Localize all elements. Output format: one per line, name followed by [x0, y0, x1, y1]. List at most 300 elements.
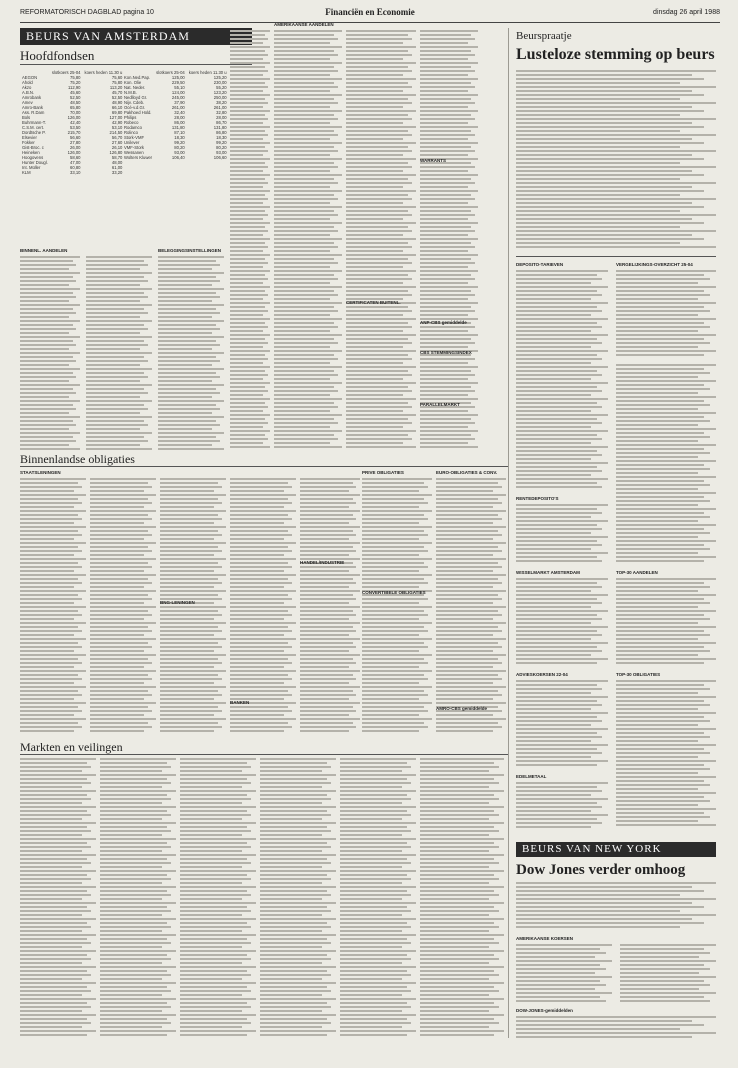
- text-line: [20, 698, 74, 700]
- prive-obligaties-label: PRIVE OBLIGATIES: [362, 470, 404, 475]
- fund-name: Pakhoed Hold.: [124, 110, 152, 115]
- text-line: [100, 1006, 171, 1008]
- text-line: [340, 1026, 402, 1028]
- fund-name: Robeco: [124, 120, 139, 125]
- text-line: [516, 960, 612, 962]
- text-line: [230, 146, 265, 148]
- text-line: [20, 850, 82, 852]
- text-line: [230, 358, 268, 360]
- text-line: [274, 102, 338, 104]
- text-line: [230, 706, 288, 708]
- text-line: [620, 1000, 710, 1002]
- text-line: [230, 478, 296, 480]
- text-line: [516, 146, 680, 148]
- text-line: [516, 992, 612, 994]
- newyork-table-2: [620, 944, 716, 1004]
- text-line: [420, 70, 475, 72]
- text-line: [230, 438, 268, 440]
- text-line: [436, 638, 506, 640]
- text-line: [160, 586, 214, 588]
- text-line: [616, 578, 716, 580]
- text-line: [230, 278, 268, 280]
- text-line: [516, 578, 608, 580]
- text-line: [362, 698, 419, 700]
- text-line: [340, 886, 416, 888]
- text-line: [616, 598, 704, 600]
- text-line: [160, 522, 214, 524]
- text-line: [230, 114, 265, 116]
- text-line: [230, 374, 268, 376]
- text-line: [420, 970, 494, 972]
- fund-quote: 18,30: [216, 135, 227, 140]
- text-line: [420, 854, 504, 856]
- text-line: [300, 590, 360, 592]
- text-line: [616, 586, 710, 588]
- text-line: [420, 98, 471, 100]
- text-line: [516, 968, 606, 970]
- text-line: [346, 434, 408, 436]
- text-line: [160, 582, 222, 584]
- text-line: [230, 618, 284, 620]
- text-line: [346, 106, 403, 108]
- text-line: [362, 650, 419, 652]
- text-line: [362, 490, 419, 492]
- text-line: [274, 366, 342, 368]
- text-line: [516, 720, 602, 722]
- text-line: [616, 658, 716, 660]
- text-line: [20, 328, 76, 330]
- text-line: [362, 710, 428, 712]
- text-line: [616, 788, 698, 790]
- text-line: [300, 682, 349, 684]
- text-line: [436, 658, 498, 660]
- text-line: [300, 626, 353, 628]
- text-line: [260, 846, 331, 848]
- text-line: [86, 324, 144, 326]
- text-line: [90, 502, 152, 504]
- text-line: [516, 306, 597, 308]
- text-line: [420, 894, 499, 896]
- hoofdfondsen-table: [20, 70, 124, 175]
- text-line: [346, 326, 412, 328]
- text-line: [616, 618, 710, 620]
- text-line: [230, 610, 288, 612]
- text-line: [516, 462, 608, 464]
- text-line: [100, 874, 167, 876]
- text-line: [346, 270, 416, 272]
- text-line: [362, 718, 432, 720]
- text-line: [230, 674, 288, 676]
- text-line: [616, 368, 704, 370]
- text-line: [86, 368, 152, 370]
- text-line: [346, 398, 416, 400]
- page-date: dinsdag 26 april 1988: [653, 9, 720, 16]
- text-line: [274, 270, 342, 272]
- text-line: [436, 650, 493, 652]
- text-line: [274, 298, 330, 300]
- text-line: [20, 862, 91, 864]
- text-line: [340, 1030, 416, 1032]
- text-line: [300, 710, 356, 712]
- text-line: [620, 956, 699, 958]
- warrants-label: WARRANTS: [420, 158, 446, 163]
- fund-name: Ass. R.Dam: [22, 110, 45, 115]
- text-line: [230, 558, 296, 560]
- text-line: [346, 62, 416, 64]
- beurspraatje-label: Beurspraatje: [516, 30, 572, 42]
- text-line: [90, 542, 156, 544]
- text-line: [274, 386, 334, 388]
- text-line: [616, 812, 704, 814]
- text-line: [90, 526, 156, 528]
- text-line: [300, 670, 360, 672]
- text-line: [362, 678, 428, 680]
- text-line: [340, 878, 411, 880]
- text-line: [516, 274, 597, 276]
- text-line: [300, 718, 360, 720]
- text-line: [100, 946, 162, 948]
- text-line: [516, 906, 704, 908]
- text-line: [340, 1002, 407, 1004]
- text-line: [100, 778, 167, 780]
- text-line: [230, 162, 265, 164]
- text-line: [616, 824, 716, 826]
- text-line: [420, 106, 468, 108]
- text-line: [420, 770, 489, 772]
- text-line: [180, 910, 251, 912]
- text-line: [420, 102, 475, 104]
- text-line: [180, 942, 251, 944]
- text-line: [160, 626, 218, 628]
- text-line: [20, 316, 69, 318]
- text-line: [516, 886, 692, 888]
- text-line: [346, 214, 412, 216]
- top30-obligaties-table: [616, 680, 716, 830]
- text-line: [420, 1026, 489, 1028]
- text-line: [616, 508, 716, 510]
- wisselmarkt-label: WISSELMARKT AMSTERDAM: [516, 570, 580, 575]
- deposito-label: DEPOSITO-TARIEVEN: [516, 262, 564, 267]
- text-line: [274, 342, 338, 344]
- text-line: [230, 422, 268, 424]
- text-line: [100, 762, 167, 764]
- text-line: [516, 1016, 716, 1018]
- text-line: [274, 138, 330, 140]
- text-line: [420, 930, 489, 932]
- text-line: [516, 410, 591, 412]
- text-line: [158, 436, 216, 438]
- text-line: [20, 906, 87, 908]
- text-line: [160, 518, 222, 520]
- text-line: [362, 542, 432, 544]
- fund-quote: 56,60: [70, 135, 81, 140]
- text-line: [362, 626, 424, 628]
- text-line: [420, 306, 471, 308]
- text-line: [90, 722, 148, 724]
- text-line: [346, 170, 403, 172]
- text-line: [436, 578, 498, 580]
- text-line: [20, 722, 78, 724]
- text-line: [362, 714, 419, 716]
- fund-name: N.M.B.: [124, 90, 137, 95]
- text-line: [516, 398, 608, 400]
- text-line: [90, 478, 156, 480]
- text-line: [346, 82, 408, 84]
- text-line: [340, 758, 416, 760]
- text-line: [90, 486, 152, 488]
- text-line: [516, 222, 704, 224]
- text-line: [516, 330, 591, 332]
- text-line: [420, 898, 489, 900]
- text-line: [230, 110, 270, 112]
- text-line: [516, 602, 602, 604]
- text-line: [260, 770, 322, 772]
- markten-rule: [20, 754, 508, 755]
- text-line: [160, 694, 222, 696]
- text-line: [436, 554, 493, 556]
- fund-quote: 245,00: [171, 95, 185, 100]
- text-line: [616, 602, 710, 604]
- text-line: [160, 730, 214, 732]
- text-line: [516, 926, 680, 928]
- text-line: [340, 906, 407, 908]
- text-line: [420, 58, 468, 60]
- text-line: [616, 728, 716, 730]
- text-line: [516, 134, 716, 136]
- fund-quote: 124,00: [171, 90, 185, 95]
- text-line: [436, 518, 502, 520]
- text-line: [20, 276, 73, 278]
- text-line: [420, 446, 478, 448]
- text-line: [516, 182, 716, 184]
- text-line: [158, 312, 220, 314]
- text-line: [100, 878, 171, 880]
- text-line: [616, 708, 698, 710]
- text-line: [274, 390, 338, 392]
- text-line: [230, 202, 263, 204]
- text-line: [516, 1024, 704, 1026]
- hoofdfondsen-table: [122, 70, 229, 160]
- text-line: [20, 586, 74, 588]
- text-line: [616, 768, 710, 770]
- text-line: [180, 794, 247, 796]
- text-line: [20, 380, 69, 382]
- text-line: [300, 726, 356, 728]
- text-line: [20, 994, 82, 996]
- text-line: [230, 250, 263, 252]
- text-line: [516, 322, 597, 324]
- text-line: [160, 718, 226, 720]
- text-line: [420, 410, 468, 412]
- text-line: [420, 74, 468, 76]
- text-line: [420, 142, 478, 144]
- text-line: [180, 898, 242, 900]
- text-line: [300, 570, 349, 572]
- text-line: [100, 1002, 167, 1004]
- text-line: [616, 460, 716, 462]
- text-line: [362, 722, 424, 724]
- text-line: [20, 910, 91, 912]
- text-line: [86, 396, 140, 398]
- text-line: [274, 278, 338, 280]
- aandelen-col-6: [346, 30, 416, 452]
- text-line: [180, 1010, 242, 1012]
- text-line: [90, 634, 144, 636]
- text-line: [420, 1010, 489, 1012]
- text-line: [20, 256, 80, 258]
- text-line: [516, 662, 597, 664]
- text-line: [274, 82, 334, 84]
- text-line: [516, 326, 602, 328]
- fund-name: Akzo: [22, 85, 32, 90]
- column-separator: [508, 28, 509, 1038]
- text-line: [230, 170, 263, 172]
- text-line: [230, 94, 270, 96]
- text-line: [420, 330, 468, 332]
- text-line: [230, 690, 288, 692]
- text-line: [230, 318, 270, 320]
- text-line: [436, 698, 493, 700]
- text-line: [230, 50, 265, 52]
- text-line: [340, 810, 407, 812]
- text-line: [100, 1026, 162, 1028]
- text-line: [160, 558, 226, 560]
- text-line: [340, 938, 407, 940]
- text-line: [90, 610, 148, 612]
- text-line: [20, 368, 80, 370]
- text-line: [160, 638, 226, 640]
- text-line: [420, 974, 499, 976]
- text-line: [180, 906, 247, 908]
- text-line: [300, 714, 349, 716]
- text-line: [516, 918, 692, 920]
- text-line: [20, 570, 74, 572]
- text-line: [230, 286, 270, 288]
- text-line: [616, 516, 710, 518]
- text-line: [340, 890, 407, 892]
- text-line: [160, 554, 214, 556]
- text-line: [346, 66, 408, 68]
- amerikaanse-koersen-label: AMERIKAANSE KOERSEN: [516, 936, 574, 941]
- text-line: [516, 378, 591, 380]
- text-line: [616, 630, 704, 632]
- text-line: [616, 472, 698, 474]
- text-line: [616, 590, 698, 592]
- text-line: [230, 670, 296, 672]
- text-line: [230, 326, 268, 328]
- text-line: [180, 1034, 247, 1036]
- text-line: [616, 318, 716, 320]
- text-line: [616, 704, 710, 706]
- text-line: [20, 978, 82, 980]
- text-line: [420, 334, 478, 336]
- text-line: [340, 970, 407, 972]
- text-line: [86, 428, 140, 430]
- text-line: [346, 166, 412, 168]
- text-line: [20, 590, 86, 592]
- text-line: [346, 86, 412, 88]
- text-line: [20, 818, 82, 820]
- aandelen-col-3: [158, 256, 224, 452]
- text-line: [436, 730, 493, 732]
- text-line: [362, 630, 428, 632]
- text-line: [516, 178, 680, 180]
- text-line: [516, 794, 591, 796]
- text-line: [20, 1026, 82, 1028]
- text-line: [230, 722, 288, 724]
- text-line: [230, 526, 296, 528]
- text-line: [340, 866, 402, 868]
- text-line: [86, 300, 140, 302]
- paper-name: REFORMATORISCH DAGBLAD pagina 10: [20, 9, 154, 16]
- text-line: [616, 804, 698, 806]
- text-line: [230, 426, 263, 428]
- text-line: [160, 574, 226, 576]
- text-line: [420, 218, 468, 220]
- text-line: [346, 74, 403, 76]
- text-line: [20, 998, 96, 1000]
- text-line: [420, 886, 504, 888]
- text-line: [20, 1010, 82, 1012]
- text-line: [158, 408, 220, 410]
- text-line: [180, 1030, 256, 1032]
- text-line: [516, 198, 716, 200]
- text-line: [86, 256, 152, 258]
- text-line: [260, 806, 336, 808]
- fund-quote: 55,20: [216, 85, 227, 90]
- text-line: [158, 328, 220, 330]
- fund-name: A.B.N.: [22, 90, 35, 95]
- text-line: [346, 254, 416, 256]
- text-line: [20, 550, 82, 552]
- text-line: [158, 296, 220, 298]
- text-line: [20, 918, 96, 920]
- text-line: [300, 702, 360, 704]
- text-line: [516, 342, 602, 344]
- text-line: [616, 330, 698, 332]
- text-line: [260, 954, 327, 956]
- text-line: [300, 502, 356, 504]
- text-line: [300, 642, 353, 644]
- text-line: [274, 426, 330, 428]
- text-line: [420, 86, 475, 88]
- text-line: [260, 922, 327, 924]
- text-line: [300, 538, 349, 540]
- text-line: [158, 352, 224, 354]
- text-line: [300, 574, 360, 576]
- text-line: [516, 230, 716, 232]
- text-line: [230, 290, 265, 292]
- text-line: [436, 674, 498, 676]
- text-line: [420, 202, 468, 204]
- text-line: [346, 210, 408, 212]
- text-line: [620, 968, 710, 970]
- text-line: [86, 264, 148, 266]
- text-line: [300, 618, 349, 620]
- text-line: [20, 678, 82, 680]
- text-line: [180, 902, 256, 904]
- text-line: [346, 442, 403, 444]
- text-line: [516, 996, 600, 998]
- text-line: [436, 670, 506, 672]
- text-line: [516, 114, 680, 116]
- text-line: [516, 366, 608, 368]
- text-line: [516, 898, 716, 900]
- text-line: [20, 822, 96, 824]
- text-line: [20, 774, 96, 776]
- text-line: [516, 764, 597, 766]
- fund-name: Wessanen: [124, 150, 144, 155]
